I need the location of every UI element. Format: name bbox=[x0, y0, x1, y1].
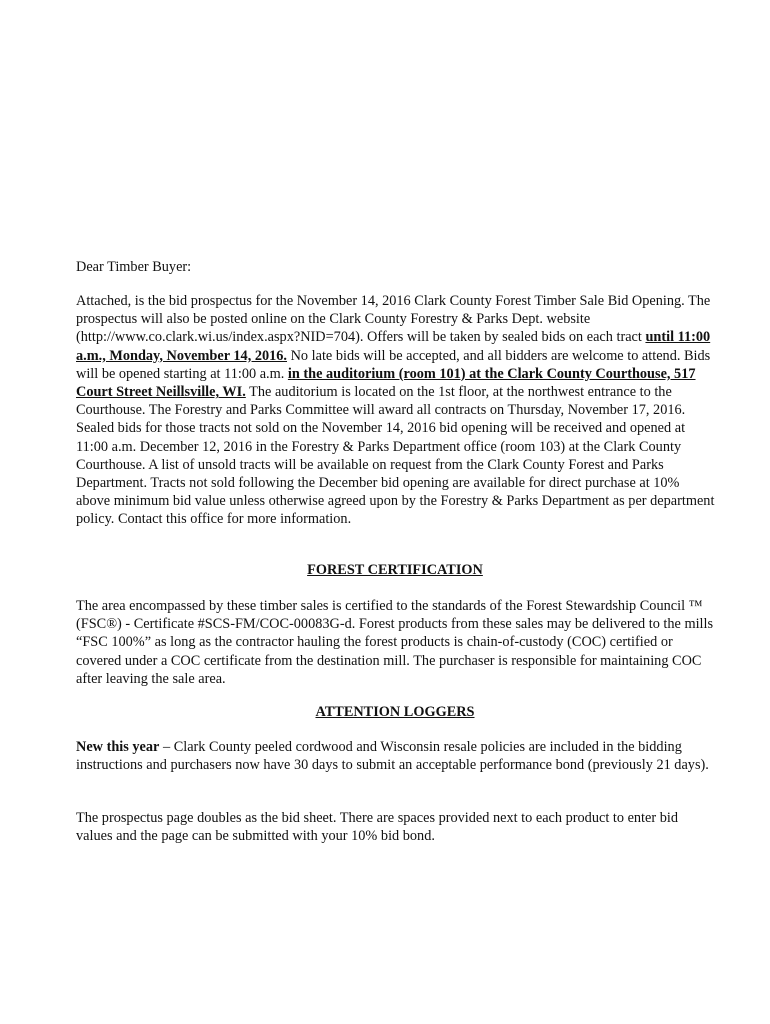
bid-opening-paragraph bbox=[76, 292, 716, 529]
new-this-year-text: – Clark County peeled cordwood and Wisconsin resale policies are included in the bidding instructions and purchasers now have 30 days to submit an acceptable performance bond (previously 21 days). bbox=[76, 739, 709, 774]
bid-deadline: until 11:00 a.m., Monday, November 14, 2016. bbox=[76, 329, 711, 364]
attention-loggers-heading: ATTENTION LOGGERS bbox=[315, 704, 475, 720]
new-this-year-paragraph bbox=[76, 738, 716, 774]
new-this-year-label: New this year bbox=[76, 739, 160, 755]
forest-certification-heading: FOREST CERTIFICATION bbox=[307, 562, 483, 578]
bid-sheet-paragraph: The prospectus page doubles as the bid sheet. There are spaces provided next to each product to enter bid values and the page can be submitted with your 10% bid bond. bbox=[76, 810, 678, 845]
bid-opening-details: The auditorium is located on the 1st floor, at the northwest entrance to the Courthouse. The Forestry and Parks Committee will award all contracts on Thursday, November 17, 2016. Sealed bids for those tracts not sold on the November 14, 2016 bid opening will be received and opened at 11:00 a.m. December 12, 2016 in the Forestry & Parks Department office (room 103) at the Clark County Courthouse. A list of unsold tracts will be available on request from the Clark County Forest and Parks Department. Tracts not sold following the December bid opening are available for direct purchase at 10% above minimum bid value unless otherwise agreed upon by the Forestry & Parks Department as per department policy. Contact this office for more information. bbox=[76, 384, 715, 528]
certification-paragraph: The area encompassed by these timber sales is certified to the standards of the Forest Stewardship Council ™ (FSC®) - Certificate #SCS-FM/COC-00083G-d. Forest products from these sales may be delivered to the mills “FSC 100%” as long as the contractor hauling the forest products is chain-of-custody (COC) certified or covered under a COC certificate from the destination mill. The purchaser is responsible for maintaining COC after leaving the sale area. bbox=[76, 598, 714, 687]
bid-opening-intro: Attached, is the bid prospectus for the November 14, 2016 Clark County Forest Timber Sale Bid Opening. The prospectus will also be posted online on the Clark County Forestry & Parks Dept. website (http://www.co.clark.wi.us/index.aspx?NID=704). Offers will be taken by sealed bids on each tract bbox=[76, 293, 711, 346]
letter-greeting: Dear Timber Buyer: bbox=[76, 259, 192, 275]
bid-opening-location: in the auditorium (room 101) at the Clark County Courthouse, 517 Court Street Neillsville, WI. bbox=[76, 365, 696, 401]
bid-opening-middle: No late bids will be accepted, and all bidders are welcome to attend. Bids will be opened starting at 11:00 a.m. bbox=[76, 347, 711, 382]
